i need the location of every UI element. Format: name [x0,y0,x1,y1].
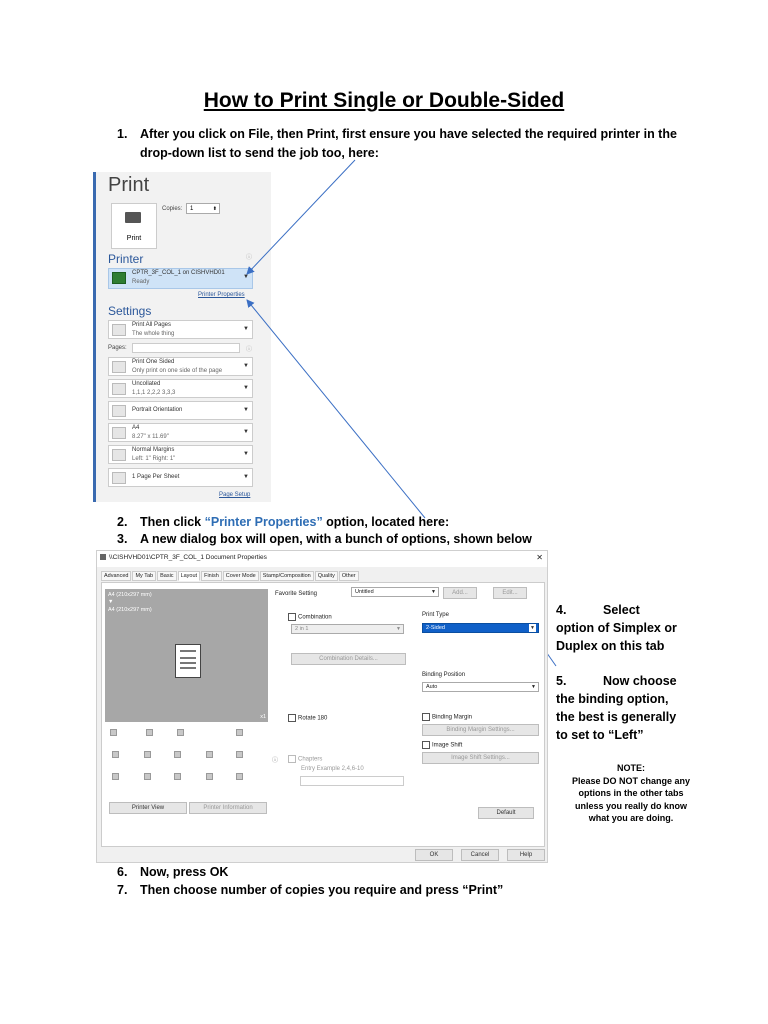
printer-section-heading: Printer [108,252,144,266]
status-icon [112,751,119,758]
binding-position-select[interactable] [422,682,539,692]
warning-note [553,762,709,825]
chevron-down-icon: ▼ [431,589,436,595]
print-type-label: Print Type [422,612,449,618]
chevron-down-icon: ▼ [243,363,249,369]
step-text: the best is generally [556,710,677,724]
printer-name: CPTR_3F_COL_1 on CISHVHD01 [132,270,225,276]
favorite-setting-value: Untitled [355,589,374,595]
chapters-hint: Entry Example 2,4,6-10 [301,766,364,772]
status-icon [174,751,181,758]
status-icon [177,729,184,736]
step-text: Duplex on this tab [556,639,665,653]
step-text-part: option, located here: [322,515,450,529]
image-shift-settings-button[interactable]: Image Shift Settings... [422,752,539,764]
checkbox-icon [288,755,296,763]
info-icon: ⓘ [246,347,253,353]
dialog-title-bar [97,551,547,567]
favorite-setting-select[interactable] [351,587,439,597]
setting-sublabel: Only print on one side of the page [132,368,223,374]
checkbox-icon [422,741,430,749]
tab-finish[interactable]: Finish [201,571,222,581]
status-icon [236,751,243,758]
image-shift-checkbox[interactable] [422,741,462,749]
printer-status: Ready [132,279,150,285]
paper-size-label: A4 (210x297 mm) [108,607,152,613]
dialog-title: \\CISHVHD01\CPTR_3F_COL_1 Document Properties [109,554,267,561]
status-icon [206,773,213,780]
chevron-down-icon: ▼ [243,385,249,391]
setting-label: A4 [132,425,140,431]
edit-button[interactable]: Edit... [493,587,527,599]
chevron-down-icon: ▼ [531,684,536,690]
step-text: Select [603,603,640,617]
setting-label: Portrait Orientation [132,407,183,413]
step-number: 6. [117,865,128,879]
status-icon [174,773,181,780]
step-number: 4. [556,603,567,617]
print-heading: Print [108,174,150,196]
paper-size-label: A4 (210x297 mm) [108,592,152,598]
status-icon [206,751,213,758]
page-thumbnail [175,644,201,678]
step-text: option of Simplex or [556,621,677,635]
binding-position-label: Binding Position [422,672,466,678]
chevron-down-icon: ▼ [530,625,535,631]
tab-stamp-composition[interactable]: Stamp/Composition [260,571,314,581]
chevron-down-icon: ▼ [243,407,249,413]
tab-advanced[interactable]: Advanced [101,571,131,581]
rotate-180-checkbox[interactable] [288,714,327,722]
chevron-down-icon: ▼ [243,474,249,480]
combination-select[interactable] [291,624,404,634]
printer-properties-reference: “Printer Properties” [204,515,323,529]
step-text: to set to “Left” [556,728,644,742]
step-6 [117,863,757,882]
pages-label: Pages: [108,345,127,351]
arrow-to-printer-properties [247,300,425,518]
rotate-180-label: Rotate 180 [298,715,328,722]
info-icon: ⓘ [272,758,279,764]
combination-label: Combination [298,614,332,621]
arrow-to-printer-dropdown [247,160,355,274]
ok-button[interactable]: OK [415,849,453,861]
status-icon [236,729,243,736]
step-text: Now choose [603,674,677,688]
step-text: Now, press OK [140,865,229,879]
add-button[interactable]: Add... [443,587,477,599]
tab-basic[interactable]: Basic [157,571,176,581]
close-icon[interactable]: ✕ [536,553,543,562]
combination-checkbox[interactable] [288,613,332,621]
copies-label: Copies: [162,206,183,212]
tab-bar [101,571,360,581]
page-preview [105,589,268,722]
chevron-down-icon: ▼ [243,451,249,457]
status-icon [236,773,243,780]
status-icon [144,751,151,758]
step-number: 1. [117,127,128,141]
printer-view-button[interactable]: Printer View [109,802,187,814]
step-number: 5. [556,674,567,688]
print-type-select[interactable] [422,623,539,633]
side-step-5 [556,672,756,744]
copies-value: 1 [190,206,194,212]
chapters-checkbox[interactable] [288,755,322,763]
checkbox-icon [422,713,430,721]
status-icon [146,729,153,736]
printer-properties-link[interactable]: Printer Properties [198,292,245,298]
step-text: After you click on File, then Print, first ensure you have selected the required printer in the [140,127,677,141]
step-text: A new dialog box will open, with a bunch of options, shown below [140,532,532,546]
chevron-down-icon: ▼ [243,274,249,280]
note-line: options in the other tabs [578,788,684,798]
binding-margin-label: Binding Margin [432,714,473,721]
binding-position-value: Auto [426,684,438,690]
setting-label: Print All Pages [132,322,172,328]
printer-icon [100,554,106,560]
tab-cover-mode[interactable]: Cover Mode [223,571,259,581]
status-icon [144,773,151,780]
setting-sublabel: The whole thing [132,331,175,337]
copy-count: x1 [260,714,266,720]
step-number: 2. [117,515,128,529]
chapters-input[interactable] [300,776,404,786]
chevron-down-icon: ▼ [108,599,114,605]
side-step-4 [556,601,756,655]
step-text: the binding option, [556,692,669,706]
page-setup-link[interactable]: Page Setup [219,492,251,498]
settings-section-heading: Settings [108,304,152,318]
tab-quality[interactable]: Quality [315,571,338,581]
page-title: How to Print Single or Double-Sided [203,89,565,112]
note-line: what you are doing. [588,813,674,823]
chevron-down-icon: ▼ [243,326,249,332]
document-properties-dialog [96,550,548,863]
spinner-icon[interactable]: ⬍ [212,206,217,212]
status-icon [112,773,119,780]
print-button-label: Print [126,235,142,242]
favorite-setting-label: Favorite Setting [275,591,318,597]
binding-margin-settings-button[interactable]: Binding Margin Settings... [422,724,539,736]
step-text-part: Then click [140,515,205,529]
chevron-down-icon: ▼ [396,626,401,632]
step-7 [117,881,757,900]
step-3 [117,530,757,549]
default-button[interactable]: Default [478,807,534,819]
chevron-down-icon: ▼ [243,429,249,435]
step-text: drop-down list to send the job too, here: [140,146,379,160]
status-icon [110,729,117,736]
setting-label: Normal Margins [132,447,175,453]
layout-tab-content [101,582,545,847]
setting-label: Print One Sided [132,359,175,365]
setting-sublabel: 1,1,1 2,2,2 3,3,3 [132,390,176,396]
tab-my-tab[interactable]: My Tab [132,571,156,581]
setting-label: Uncollated [132,381,161,387]
print-type-value: 2-Sided [426,625,445,631]
cancel-button[interactable]: Cancel [461,849,499,861]
tab-other[interactable]: Other [339,571,359,581]
printer-information-button[interactable]: Printer Information [189,802,267,814]
tab-layout[interactable]: Layout [178,571,201,581]
setting-sublabel: Left: 1" Right: 1" [132,456,176,462]
step-number: 7. [117,883,128,897]
help-button[interactable]: Help [507,849,545,861]
combination-details-button[interactable]: Combination Details... [291,653,406,665]
note-line: unless you really do know [574,800,688,811]
combination-value: 2 in 1 [295,626,309,632]
info-icon: ⓘ [246,255,253,261]
note-line: Please DO NOT change any [571,775,691,786]
checkbox-icon [288,613,296,621]
binding-margin-checkbox[interactable] [422,713,472,721]
image-shift-label: Image Shift [432,742,463,749]
chapters-label: Chapters [298,756,323,763]
note-label: NOTE: [617,763,645,773]
setting-sublabel: 8.27" x 11.69" [132,434,169,440]
setting-label: 1 Page Per Sheet [132,474,180,480]
step-text: Then choose number of copies you require and press “Print” [140,883,504,897]
step-number: 3. [117,532,128,546]
checkbox-icon [288,714,296,722]
